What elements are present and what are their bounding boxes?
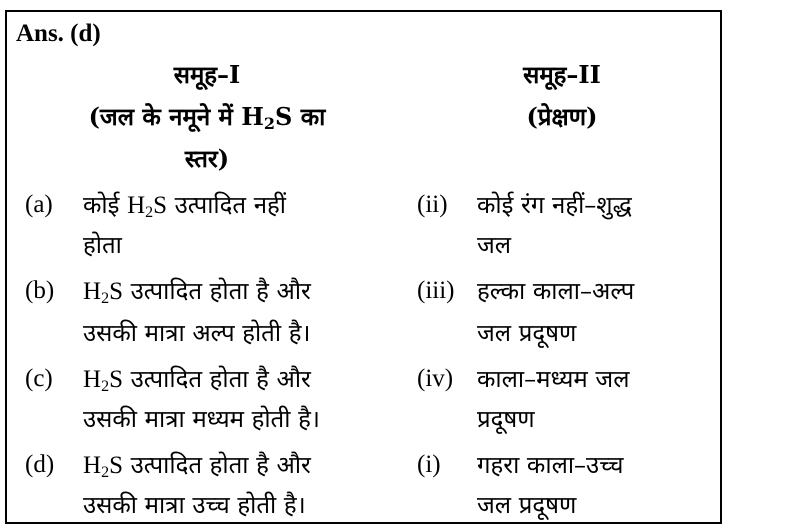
row-d-right-line1: गहरा काला–उच्च <box>477 451 624 479</box>
formula-h: H <box>83 366 102 393</box>
row-b-left-line2: उसकी मात्रा अल्प होती है। <box>83 319 311 347</box>
row-a-right-label: (ii) <box>417 191 448 218</box>
formula-s: S <box>109 278 123 305</box>
group1-subtitle-text: (जल के नमूने में <box>88 102 242 131</box>
h2s-formula <box>83 366 123 393</box>
row-d-left-suffix: उत्पादित होता है और <box>122 451 311 479</box>
formula-subscript: 2 <box>145 204 154 221</box>
formula-subscript: 2 <box>263 114 276 133</box>
row-a-left-prefix: कोई <box>83 191 128 219</box>
group1-subtitle-end: का <box>292 102 326 131</box>
h2s-formula <box>83 452 123 479</box>
h2s-formula <box>127 192 167 219</box>
row-b-left-line1 <box>83 272 311 318</box>
row-b-right-label: (iii) <box>417 277 455 304</box>
formula-h: H <box>241 102 264 131</box>
formula-h: H <box>83 278 102 305</box>
row-c-right-line1: काला–मध्यम जल <box>477 365 630 393</box>
formula-s: S <box>275 102 293 131</box>
row-c-left-line2: उसकी मात्रा मध्यम होती है। <box>83 405 320 433</box>
row-b-right-line2: जल प्रदूषण <box>477 319 577 347</box>
formula-h: H <box>83 452 102 479</box>
formula-s: S <box>109 366 123 393</box>
row-c-right-label: (iv) <box>417 365 454 392</box>
row-d-right-line2: जल प्रदूषण <box>477 491 577 519</box>
formula-subscript: 2 <box>101 378 110 395</box>
answer-label: Ans. (d) <box>16 20 101 47</box>
row-c-left-suffix: उत्पादित होता है और <box>122 365 311 393</box>
row-d-left-line2: उसकी मात्रा उच्च होती है। <box>83 491 306 519</box>
answer-box <box>5 10 722 524</box>
formula-s: S <box>153 192 168 219</box>
row-c-left-label: (c) <box>25 365 53 392</box>
row-b-left-suffix: उत्पादित होता है और <box>122 277 311 305</box>
formula-subscript: 2 <box>101 290 110 307</box>
h2s-formula <box>83 278 123 305</box>
row-a-right-line1: कोई रंग नहीं–शुद्ध <box>477 191 632 219</box>
row-a-left-label: (a) <box>25 191 53 218</box>
row-d-left-label: (d) <box>25 451 55 478</box>
row-b-left-label: (b) <box>25 277 55 304</box>
group1-title: समूह–I <box>173 60 241 89</box>
group2-subtitle: (प्रेक्षण) <box>526 102 598 131</box>
formula-subscript: 2 <box>101 464 110 481</box>
formula-h: H <box>127 192 146 219</box>
group1-subtitle <box>7 100 407 133</box>
h2s-formula <box>241 102 292 131</box>
formula-s: S <box>109 452 123 479</box>
group1-subtitle-line3: स्तर) <box>184 144 230 173</box>
row-a-left-suffix: उत्पादित नहीं <box>167 191 286 219</box>
group2-title: समूह–II <box>523 60 601 89</box>
row-c-right-line2: प्रदूषण <box>477 405 535 433</box>
row-b-right-line1: हल्का काला–अल्प <box>477 277 635 305</box>
row-d-right-label: (i) <box>417 451 441 478</box>
row-a-right-line2: जल <box>477 231 512 259</box>
row-a-left-line2: होता <box>83 231 122 259</box>
